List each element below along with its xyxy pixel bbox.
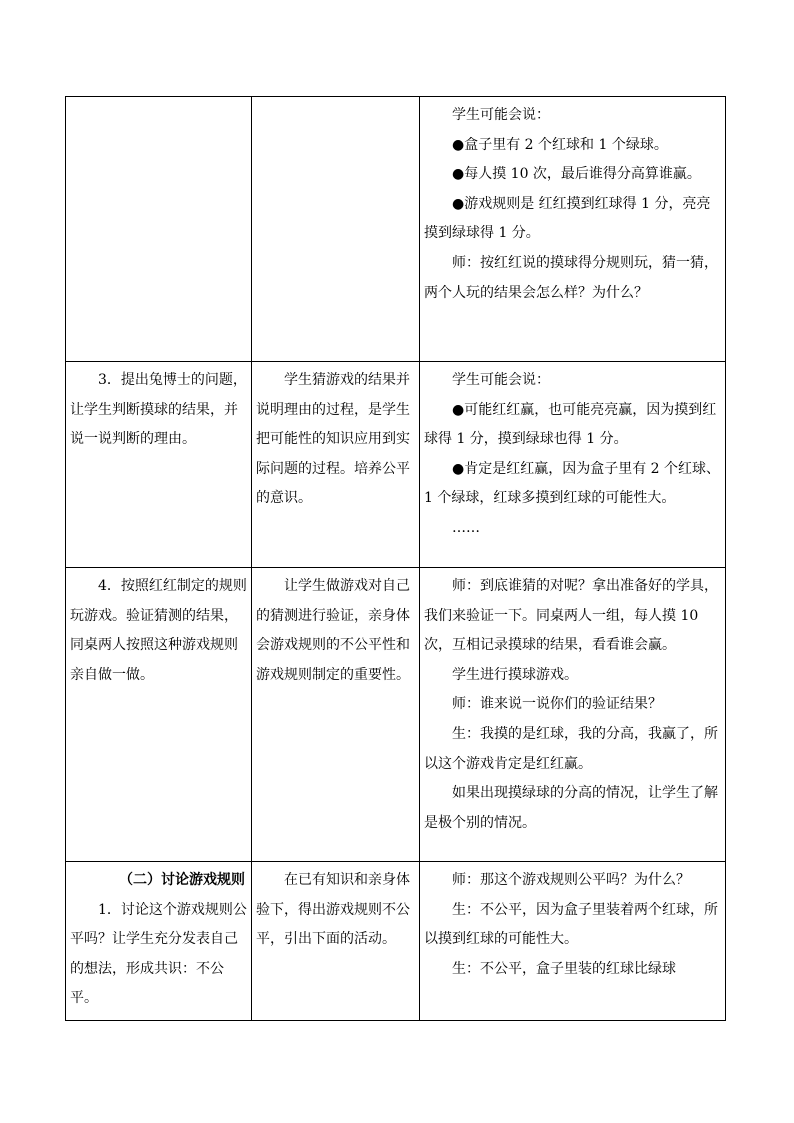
activity-line: ●盒子里有 2 个红球和 1 个绿球。 xyxy=(452,136,668,153)
section-heading: （二）讨论游戏规则 xyxy=(119,872,245,888)
cell-process xyxy=(66,862,252,1021)
activity-line: ●游戏规则是 红红摸到红球得 1 分，亮亮摸到绿球得 1 分。 xyxy=(424,195,711,242)
cell-process xyxy=(66,568,252,862)
activity-line: 学生可能会说： xyxy=(452,372,550,388)
process-text: 4．按照红红制定的规则玩游戏。验证猜测的结果，同桌两人按照这种游戏规则亲自做一做。 xyxy=(70,578,247,683)
table-row xyxy=(66,862,726,1021)
activity-line: 如果出现摸绿球的分高的情况，让学生了解是极个别的情况。 xyxy=(424,785,718,831)
activity-line: ●可能红红赢，也可能亮亮赢，因为摸到红球得 1 分，摸到绿球也得 1 分。 xyxy=(424,401,717,448)
intent-text: 学生猜游戏的结果并说明理由的过程，是学生把可能性的知识应用到实际问题的过程。培养公平的意识。 xyxy=(256,372,410,507)
activity-line: 生：不公平，因为盒子里装着两个红球，所以摸到红球的可能性大。 xyxy=(424,901,718,948)
activity-line: 学生进行摸球游戏。 xyxy=(452,666,578,683)
table-row xyxy=(66,97,726,362)
activity-line: 生：我摸的是红球，我的分高，我赢了，所以这个游戏肯定是红红赢。 xyxy=(424,725,718,772)
activity-line: 生：不公平，盒子里装的红球比绿球 xyxy=(452,960,676,977)
cell-intent xyxy=(252,862,420,1021)
cell-process xyxy=(66,97,252,362)
activity-line: ●每人摸 10 次，最后谁得分高算谁赢。 xyxy=(452,166,701,183)
cell-intent xyxy=(252,97,420,362)
lesson-table xyxy=(65,96,726,1021)
activity-line: 师：谁来说一说你们的验证结果？ xyxy=(452,696,662,713)
cell-activity xyxy=(420,862,726,1021)
cell-process xyxy=(66,362,252,568)
process-text: 1．讨论这个游戏规则公平吗？让学生充分发表自己的想法，形成共识：不公平。 xyxy=(70,901,247,1007)
cell-intent xyxy=(252,362,420,568)
process-text: 3．提出兔博士的问题，让学生判断摸球的结果，并说一说判断的理由。 xyxy=(70,372,247,448)
intent-text: 让学生做游戏对自己的猜测进行验证，亲身体会游戏规则的不公平性和游戏规则制定的重要性。 xyxy=(256,578,410,683)
activity-line: …… xyxy=(452,519,480,536)
activity-line: 师：那这个游戏规则公平吗？为什么？ xyxy=(452,872,690,888)
activity-line: 学生可能会说： xyxy=(452,107,550,123)
cell-activity xyxy=(420,362,726,568)
cell-intent xyxy=(252,568,420,862)
table-row xyxy=(66,362,726,568)
table-row xyxy=(66,568,726,862)
intent-text: 在已有知识和亲身体验下，得出游戏规则不公平，引出下面的活动。 xyxy=(256,872,410,948)
activity-line: 师：按红红说的摸球得分规则玩，猜一猜，两个人玩的结果会怎么样？为什么？ xyxy=(424,254,718,301)
activity-line: ●肯定是红红赢，因为盒子里有 2 个红球、1 个绿球，红球多摸到红球的可能性大。 xyxy=(424,460,721,507)
cell-activity xyxy=(420,97,726,362)
cell-activity xyxy=(420,568,726,862)
activity-line: 师：到底谁猜的对呢？拿出准备好的学具，我们来验证一下。同桌两人一组，每人摸 10 次，互相记录摸球的结果，看看谁会赢。 xyxy=(424,578,718,654)
